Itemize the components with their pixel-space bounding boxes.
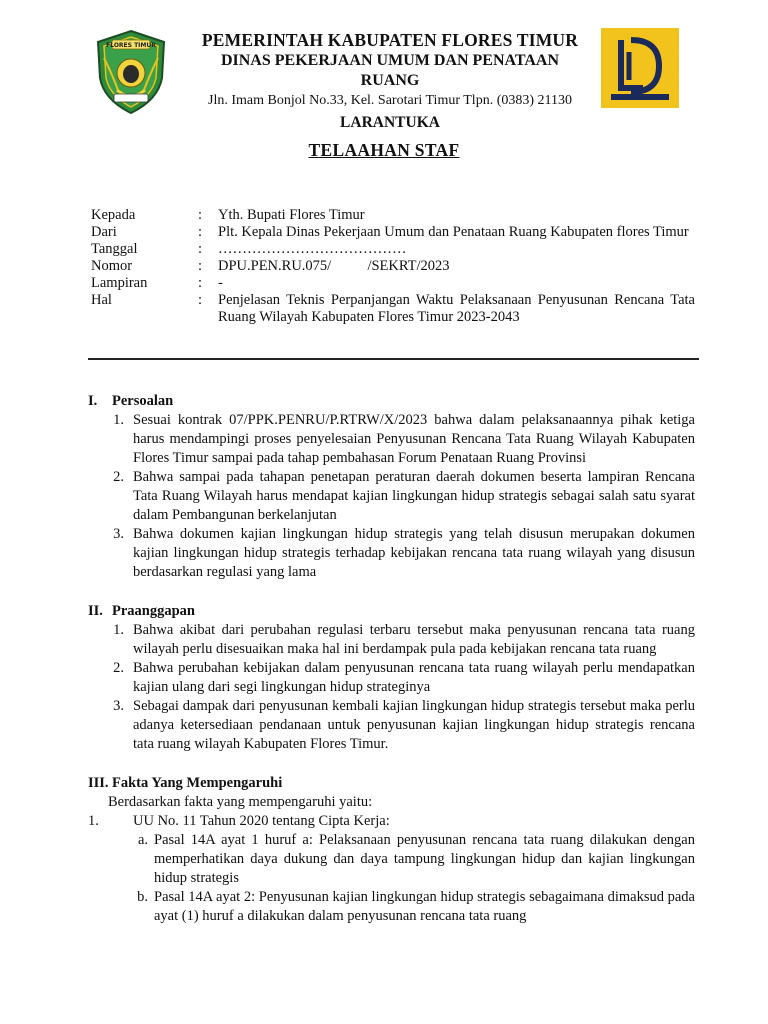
list-number: 3. xyxy=(113,526,124,542)
field-label: Tanggal xyxy=(91,241,138,257)
field-label: Dari xyxy=(91,224,117,240)
list-item xyxy=(88,697,695,754)
field-tanggal xyxy=(91,241,695,258)
section-number: III. xyxy=(88,775,109,791)
header-divider xyxy=(88,358,699,360)
regulation-heading xyxy=(88,812,695,831)
document-title: TELAAHAN STAF xyxy=(308,140,460,160)
sub-list-letter: b. xyxy=(137,889,148,905)
regency-coat-of-arms-icon xyxy=(92,28,170,116)
field-colon: : xyxy=(198,275,203,291)
field-value: Plt. Kepala Dinas Pekerjaan Umum dan Penataan Ruang Kabupaten flores Timur xyxy=(218,224,689,240)
field-value: ………………………………… xyxy=(218,241,407,257)
document-body xyxy=(88,392,695,946)
list-text: Sesuai kontrak 07/PPK.PENRU/P.RTRW/X/2023 bahwa dalam pelaksanaannya pihak ketiga harus mendampingi proses penyelesaian Penyusunan Rencana Tata Ruang Wilayah Kabupaten Flores Timur sampai pada tahap pembahasan Forum Penataan Ruang Provinsi xyxy=(133,412,695,466)
letterhead-government: PEMERINTAH KABUPATEN FLORES TIMUR xyxy=(201,30,579,50)
field-value: Yth. Bupati Flores Timur xyxy=(218,207,365,223)
field-colon: : xyxy=(198,207,203,223)
section-heading xyxy=(88,774,695,793)
field-nomor xyxy=(91,258,695,275)
nomor-suffix: /SEKRT/2023 xyxy=(367,258,450,274)
section-heading xyxy=(88,392,695,411)
list-number: 1. xyxy=(113,412,124,428)
section-number: I. xyxy=(88,393,98,409)
field-value: Penjelasan Teknis Perpanjangan Waktu Pelaksanaan Penyusunan Rencana Tata Ruang Wilayah Kabupaten Flores Timur 2023-2043 xyxy=(218,292,695,325)
list-text: Sebagai dampak dari penyusunan kembali kajian lingkungan hidup strategis tersebut maka perlu adanya ketersediaan pendanaan untuk penyusunan kajian lingkungan hidup strategis rencana tata ruang wilayah Kabupaten Flores Timur. xyxy=(133,698,695,752)
list-number: 3. xyxy=(113,698,124,714)
field-value xyxy=(218,258,695,275)
sub-list-item xyxy=(88,831,695,888)
section-title: Fakta Yang Mempengaruhi xyxy=(112,775,283,791)
field-value: - xyxy=(218,275,223,291)
section-number: II. xyxy=(88,603,103,619)
list-number: 1. xyxy=(113,622,124,638)
field-hal xyxy=(91,292,695,326)
list-text: Bahwa perubahan kebijakan dalam penyusunan rencana tata ruang wilayah perlu mendapatkan kajian ulang dari segi lingkungan hidup strateginya xyxy=(133,660,695,695)
section-heading xyxy=(88,602,695,621)
list-item xyxy=(88,468,695,525)
sub-list-item xyxy=(88,888,695,926)
section-intro: Berdasarkan fakta yang mempengaruhi yaitu: xyxy=(108,794,373,810)
field-colon: : xyxy=(198,241,203,257)
letterhead xyxy=(190,30,590,134)
section-title: Praanggapan xyxy=(112,603,195,619)
numbered-list xyxy=(88,411,695,582)
nomor-prefix: DPU.PEN.RU.075/ xyxy=(218,258,332,274)
numbered-list xyxy=(88,621,695,754)
sub-list-text: Pasal 14A ayat 2: Penyusunan kajian lingkungan hidup strategis sebagaimana dimaksud pada ayat (1) huruf a dilakukan dalam penyusunan rencana tata ruang xyxy=(154,889,695,924)
letterhead-address: Jln. Imam Bonjol No.33, Kel. Sarotari Timur Tlpn. (0383) 21130 xyxy=(208,93,572,108)
sub-list-letter: a. xyxy=(137,832,148,848)
list-item xyxy=(88,525,695,582)
list-item xyxy=(88,621,695,659)
list-number: 2. xyxy=(113,469,124,485)
letterhead-city: LARANTUKA xyxy=(340,114,440,131)
memo-header-fields xyxy=(91,207,695,326)
list-number: 1. xyxy=(88,813,99,829)
field-label: Lampiran xyxy=(91,275,148,291)
field-label: Hal xyxy=(91,292,112,308)
field-dari xyxy=(91,224,695,241)
field-colon: : xyxy=(198,258,203,274)
section-fakta xyxy=(88,774,695,926)
field-kepada xyxy=(91,207,695,224)
regulation-title: UU No. 11 Tahun 2020 tentang Cipta Kerja: xyxy=(133,813,390,829)
letterhead-department: DINAS PEKERJAAN UMUM DAN PENATAAN RUANG xyxy=(220,52,560,89)
list-text: Bahwa dokumen kajian lingkungan hidup strategis yang telah disusun merupakan dokumen kajian lingkungan hidup strategis terhadap kebijakan rencana tata ruang wilayah yang disusun berdasarkan regulasi yang lama xyxy=(133,526,695,580)
section-title: Persoalan xyxy=(112,393,174,409)
field-colon: : xyxy=(198,224,203,240)
ministry-pu-logo-icon xyxy=(601,28,679,108)
list-text: Bahwa akibat dari perubahan regulasi terbaru tersebut maka penyusunan rencana tata ruang wilayah perlu disesuaikan maka hal ini berdampak pula pada kebijakan rencana tata ruang xyxy=(133,622,695,657)
list-item xyxy=(88,411,695,468)
list-item xyxy=(88,659,695,697)
logo-lettering: FLORES TIMUR xyxy=(106,42,156,49)
section-persoalan xyxy=(88,392,695,582)
section-praanggapan xyxy=(88,602,695,754)
field-label: Nomor xyxy=(91,258,133,274)
field-colon: : xyxy=(198,292,203,308)
list-number: 2. xyxy=(113,660,124,676)
sub-list-text: Pasal 14A ayat 1 huruf a: Pelaksanaan penyusunan rencana tata ruang dilakukan dengan memperhatikan daya dukung dan daya tampung lingkungan hidup dan kajian lingkungan hidup strategis xyxy=(154,832,695,886)
field-lampiran xyxy=(91,275,695,292)
list-text: Bahwa sampai pada tahapan penetapan peraturan daerah dokumen beserta lampiran Rencana Tata Ruang Wilayah harus mendapat kajian lingkungan hidup strategis sebagai salah satu syarat dalam Pembangunan berkelanjutan xyxy=(133,469,695,523)
field-label: Kepada xyxy=(91,207,136,223)
